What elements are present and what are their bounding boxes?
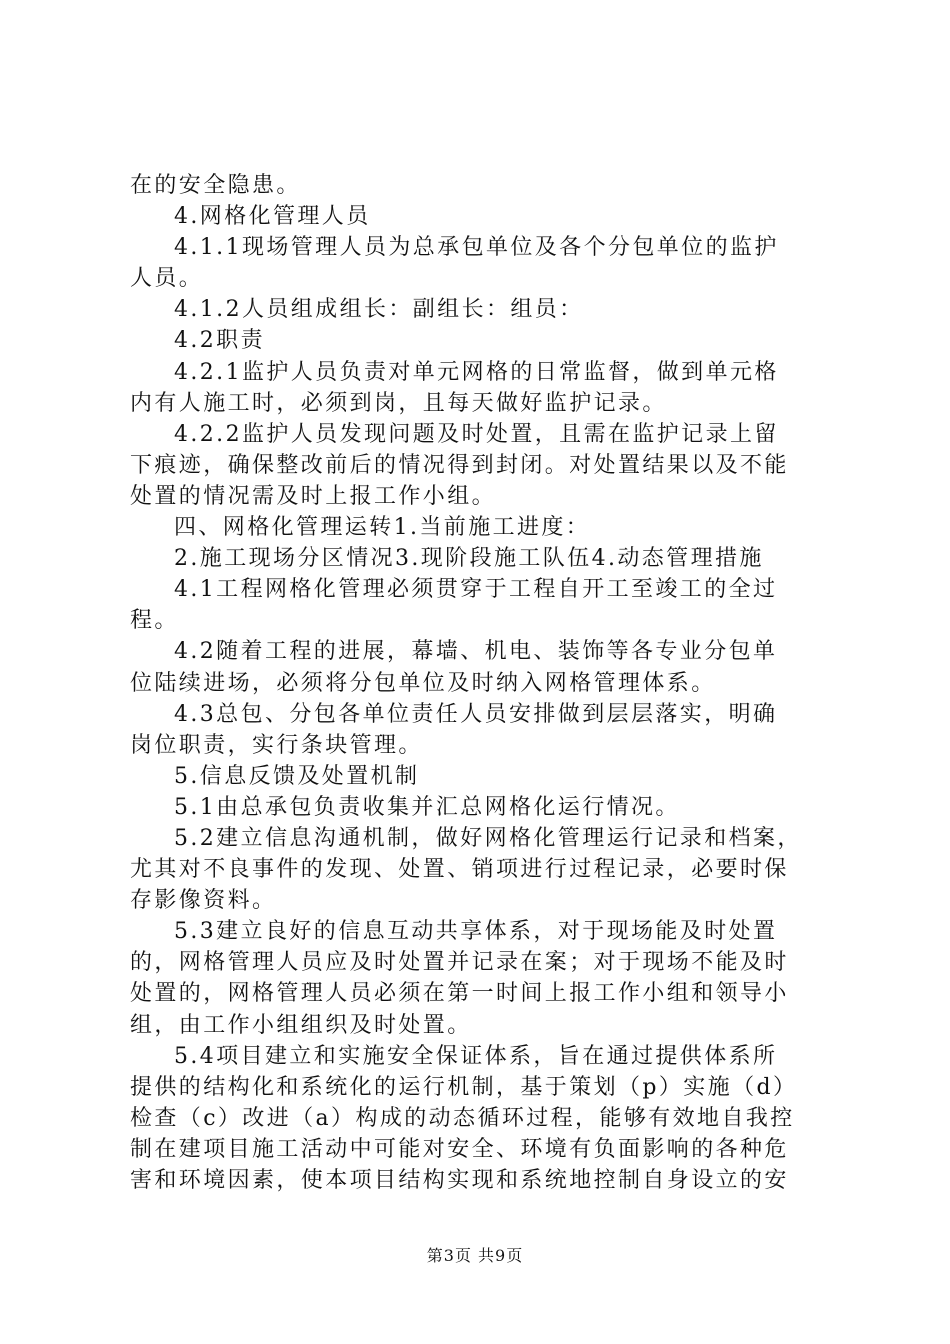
paragraph-start: 4.2.2监护人员发现问题及时处置，且需在监护记录上留 xyxy=(174,421,779,447)
page-number-footer: 第3页 共9页 xyxy=(426,1246,524,1265)
document-body xyxy=(130,170,830,1196)
paragraph-start: 5.2建立信息沟通机制，做好网格化管理运行记录和档案， xyxy=(174,825,802,851)
paragraph-start: 4.1工程网格化管理必须贯穿于工程自开工至竣工的全过 xyxy=(174,577,778,603)
paragraph-start: 5.1由总承包负责收集并汇总网格化运行情况。 xyxy=(174,794,680,820)
section-heading: 4.2职责 xyxy=(174,328,265,354)
text-line: 检查（c）改进（a）构成的动态循环过程，能够有效地自我控 xyxy=(130,1105,795,1131)
text-line: 位陆续进场，必须将分包单位及时纳入网格管理体系。 xyxy=(130,670,716,696)
text-line: 组，由工作小组组织及时处置。 xyxy=(130,1012,472,1038)
text-line: 处置的，网格管理人员必须在第一时间上报工作小组和领导小 xyxy=(130,981,789,1007)
text-line: 下痕迹，确保整改前后的情况得到封闭。对处置结果以及不能 xyxy=(130,452,789,478)
text-line: 内有人施工时，必须到岗，且每天做好监护记录。 xyxy=(130,390,667,416)
text-line: 的，网格管理人员应及时处置并记录在案；对于现场不能及时 xyxy=(130,950,789,976)
paragraph-start: 4.3总包、分包各单位责任人员安排做到层层落实，明确 xyxy=(174,701,778,727)
section-heading: 四、网格化管理运转1.当前施工进度： xyxy=(174,515,591,541)
section-heading: 4.网格化管理人员 xyxy=(174,204,371,230)
paragraph-start: 2.施工现场分区情况3.现阶段施工队伍4.动态管理措施 xyxy=(174,546,764,572)
text-line: 在的安全隐患。 xyxy=(130,173,301,198)
paragraph-start: 4.2.1监护人员负责对单元网格的日常监督，做到单元格 xyxy=(174,359,779,385)
paragraph-start: 5.4项目建立和实施安全保证体系，旨在通过提供体系所 xyxy=(174,1043,778,1069)
text-line: 提供的结构化和系统化的运行机制，基于策划（p）实施（d） xyxy=(130,1074,798,1100)
paragraph-start: 4.1.1现场管理人员为总承包单位及各个分包单位的监护 xyxy=(174,235,779,261)
text-line: 存影像资料。 xyxy=(130,888,277,914)
paragraph-start: 5.3建立良好的信息互动共享体系，对于现场能及时处置 xyxy=(174,919,778,945)
text-line: 尤其对不良事件的发现、处置、销项进行过程记录，必要时保 xyxy=(130,857,789,883)
text-line: 制在建项目施工活动中可能对安全、环境有负面影响的各种危 xyxy=(130,1136,789,1162)
text-line: 处置的情况需及时上报工作小组。 xyxy=(130,483,497,509)
paragraph-start: 4.2随着工程的进展，幕墙、机电、装饰等各专业分包单 xyxy=(174,639,778,665)
text-line: 程。 xyxy=(130,608,179,634)
text-line: 害和环境因素，使本项目结构实现和系统地控制自身设立的安 xyxy=(130,1168,789,1193)
section-heading: 5.信息反馈及处置机制 xyxy=(174,763,420,789)
paragraph-start: 4.1.2人员组成组长：副组长：组员： xyxy=(174,297,584,323)
text-line: 人员。 xyxy=(130,266,204,292)
text-line: 岗位职责，实行条块管理。 xyxy=(130,732,423,758)
